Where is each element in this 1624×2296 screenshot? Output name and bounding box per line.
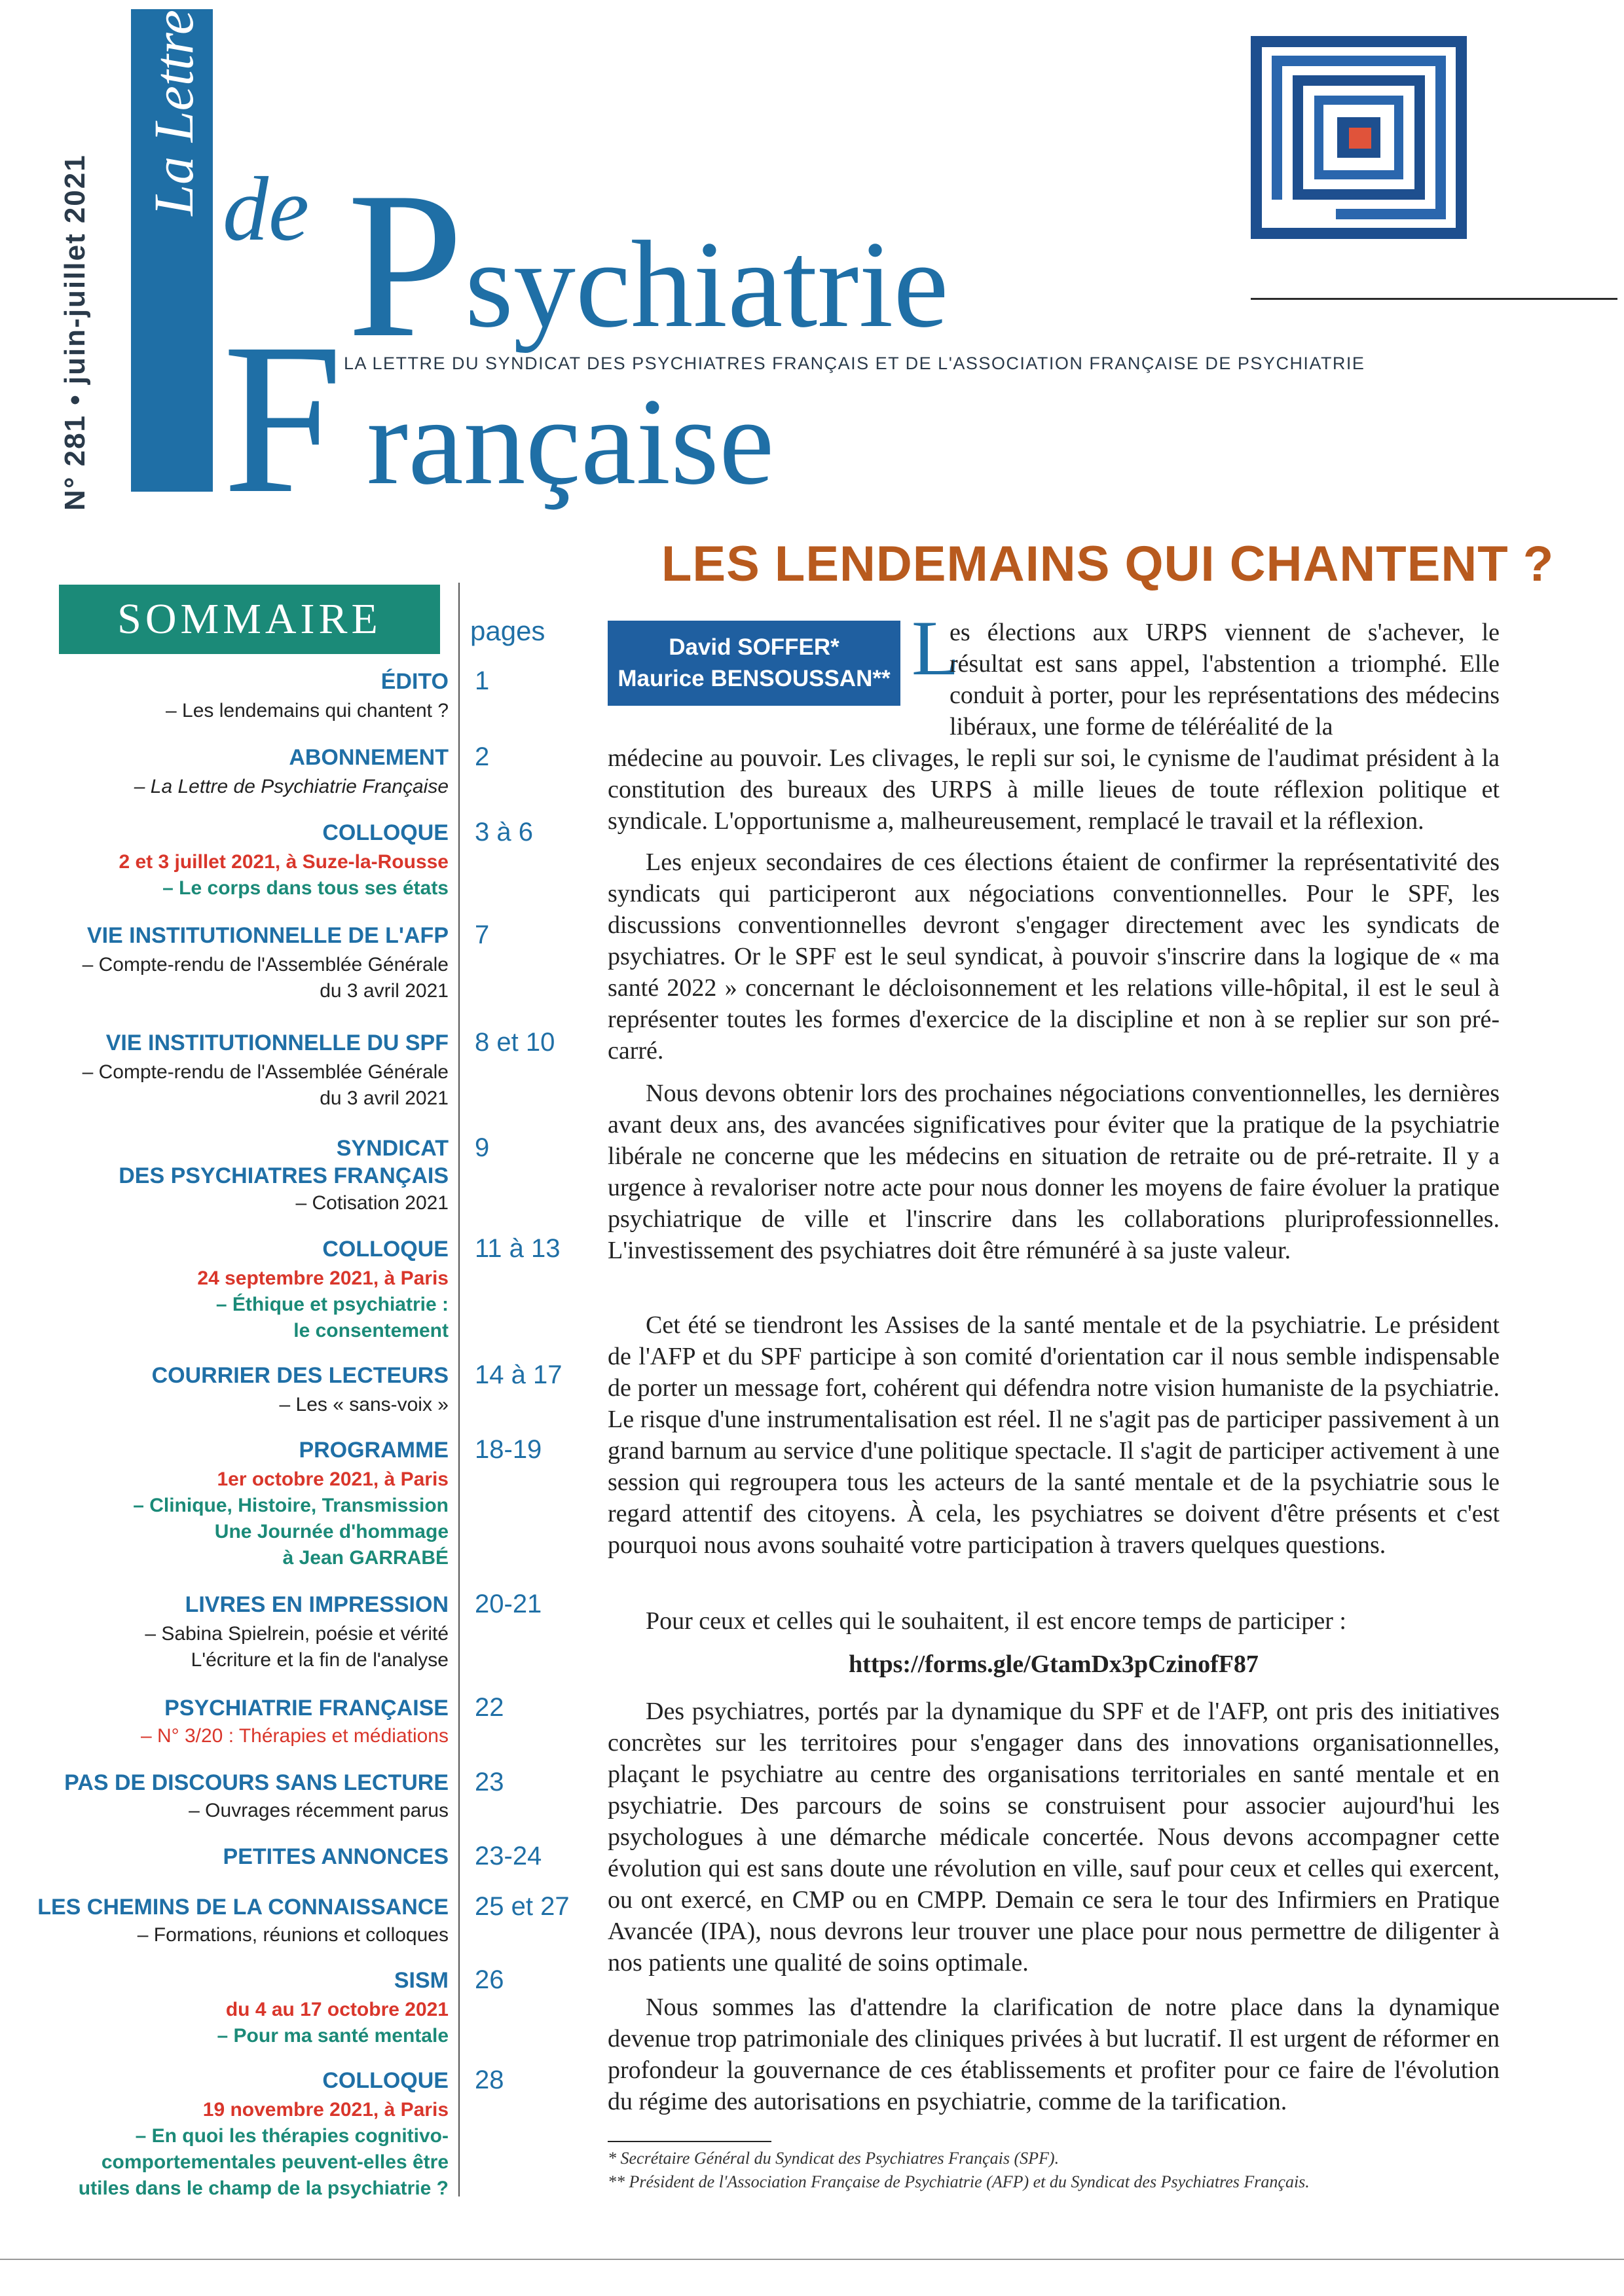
toc-entry-vie-spf[interactable]: VIE INSTITUTIONNELLE DU SPF: [105, 1030, 449, 1055]
toc-sub: – Éthique et psychiatrie :: [215, 1294, 449, 1315]
author-name: David SOFFER*: [669, 634, 840, 660]
toc-entry-courrier[interactable]: COURRIER DES LECTEURS: [151, 1363, 449, 1388]
sommaire-heading: SOMMAIRE: [59, 585, 440, 654]
toc-page: 23-24: [475, 1842, 542, 1870]
toc-page: 3 à 6: [475, 818, 533, 847]
vertical-title: La Lettre: [142, 10, 205, 216]
toc-sub: 2 et 3 juillet 2021, à Suze-la-Rousse: [119, 851, 449, 873]
toc-page: 25 et 27: [475, 1892, 570, 1921]
toc-entry-colloque-tcc[interactable]: COLLOQUE: [322, 2068, 449, 2093]
toc-sub: – Cotisation 2021: [295, 1192, 449, 1214]
toc-sub: 19 novembre 2021, à Paris: [202, 2099, 449, 2121]
article-paragraph: Pour ceux et celles qui le souhaitent, il est encore temps de participer :: [646, 1607, 1346, 1635]
toc-entry-programme[interactable]: PROGRAMME: [299, 1438, 449, 1463]
toc-sub: – Sabina Spielrein, poésie et vérité: [145, 1623, 449, 1645]
survey-link[interactable]: https://forms.gle/GtamDx3pCzinofF87: [849, 1650, 1259, 1678]
article-paragraph: Les enjeux secondaires de ces élections étaient de confirmer la représentativité des syndicats qui participeront aux négociations conventionnelles. Pour le SPF, les discussions conventionnelles devront s'engager directement avec les syndicats de psychiatres. Or le SPF est le seul syndicat, à pouvoir s'inscrire dans la logique de « ma santé 2022 » concernant le décloisonnement et les relations ville-hôpital, il est le seul à représenter toutes les formes d'exercice de la discipline et non à se replier sur son pré-carré.: [608, 848, 1500, 1065]
toc-sub: – Les lendemains qui chantent ?: [166, 700, 449, 721]
toc-sub: – N° 3/20 : Thérapies et médiations: [140, 1725, 449, 1747]
toc-sub: – Le corps dans tous ses états: [162, 877, 449, 899]
toc-entry-sism[interactable]: SISM: [394, 1968, 449, 1993]
toc-page: 28: [475, 2066, 504, 2094]
footnote-rule: [608, 2141, 771, 2142]
article-paragraph: Des psychiatres, portés par la dynamique du SPF et de l'AFP, ont pris des initiatives concrètes sur les territoires pour s'engager dans des innovations organisationnelles, plaçant le psychiatre au centre des organisations territoriales en santé mentale et en psychiatrie. Des parcours de soins se construisent pour associer aujourd'hui les psychologues à une démarche médicale concertée. Nous devons accompagner cette évolution qui est sans doute une révolution en ville, sauf pour ceux et celles qui exercent, ou ont exercé, en CMP ou en CMPP. Demain ce sera le tour des Infirmiers en Pratique Avancée (IPA), nous devrons leur trouver une place pour nous permettre de diligenter à nos patients une qualité de soins optimale.: [608, 1698, 1500, 1977]
toc-entry-syndicat-line2[interactable]: DES PSYCHIATRES FRANÇAIS: [119, 1163, 449, 1188]
article-paragraph: médecine au pouvoir. Les clivages, le repli sur soi, le cynisme de l'audimat président à la constitution des bureaux des URPS à mille lieues de toute réflexion politique et syndicale. L'opportunisme a, malheureusement, remplacé le travail et la réflexion.: [608, 744, 1500, 835]
toc-page: 8 et 10: [475, 1028, 555, 1057]
toc-page: 1: [475, 666, 490, 695]
tagline: LA LETTRE DU SYNDICAT DES PSYCHIATRES FRANÇAIS ET DE L'ASSOCIATION FRANÇAISE DE PSYCHIATRIE: [344, 354, 1365, 373]
title-francaise: rançaise: [367, 373, 775, 511]
toc-entry-psychiatrie-francaise[interactable]: PSYCHIATRIE FRANÇAISE: [164, 1696, 449, 1721]
title-de: de: [223, 158, 310, 260]
spiral-logo-icon: [1251, 36, 1467, 239]
toc-entry-pas-de-discours[interactable]: PAS DE DISCOURS SANS LECTURE: [64, 1770, 449, 1795]
toc-page: 2: [475, 742, 490, 771]
toc-divider: [458, 583, 460, 2196]
footnote: * Secrétaire Général du Syndicat des Psychiatres Français (SPF).: [608, 2149, 1060, 2168]
toc-sub: du 3 avril 2021: [320, 1087, 449, 1109]
toc-sub: 1er octobre 2021, à Paris: [217, 1468, 449, 1490]
footnote: ** Président de l'Association Française de Psychiatrie (AFP) et du Syndicat des Psychiatres Français.: [608, 2172, 1310, 2191]
toc-page: 22: [475, 1693, 504, 1722]
toc-sub: L'écriture et la fin de l'analyse: [191, 1649, 449, 1671]
toc-sub: Une Journée d'hommage: [214, 1521, 449, 1542]
toc-sub: – Compte-rendu de l'Assemblée Générale: [82, 1061, 449, 1083]
toc-entry-syndicat[interactable]: SYNDICAT: [336, 1136, 449, 1161]
toc-page: 11 à 13: [475, 1234, 561, 1263]
toc-sub: comportementales peuvent-elles être: [101, 2151, 449, 2173]
toc-sub: du 3 avril 2021: [320, 980, 449, 1002]
toc-sub: – Pour ma santé mentale: [217, 2025, 449, 2047]
toc-sub: – Clinique, Histoire, Transmission: [133, 1495, 449, 1516]
toc-entry-colloque[interactable]: COLLOQUE: [322, 820, 449, 845]
pages-label: pages: [470, 615, 545, 646]
toc-sub: – Formations, réunions et colloques: [137, 1924, 449, 1946]
title-initial-f: F: [223, 299, 343, 538]
toc-page: 23: [475, 1768, 504, 1796]
masthead-rule: [1251, 298, 1617, 300]
toc-sub: – Ouvrages récemment parus: [189, 1800, 449, 1821]
article-paragraph: Cet été se tiendront les Assises de la santé mentale et de la psychiatrie. Le président de l'AFP et du SPF participe à son comité d'orientation car il nous semble indispensable de porter un message fort, cohérent qui défendra notre vision humaniste de la psychiatrie. Le risque d'une instrumentalisation est réel. Il ne s'agit pas de participer passivement à un grand barnum au service d'une politique spectacle. Il s'agit de participer activement à une session qui regroupera tous les acteurs de la santé mentale et de la psychiatrie sous le regard attentif des citoyens. À cela, les psychiatres se doivent d'être présents et c'est pourquoi nous avons souhaité votre participation à travers quelques questions.: [608, 1311, 1500, 1559]
toc-page: 20-21: [475, 1590, 542, 1618]
toc-sub: 24 septembre 2021, à Paris: [197, 1267, 449, 1289]
toc-page: 7: [475, 920, 490, 949]
toc-sub: le consentement: [293, 1320, 449, 1341]
toc-sub: utiles dans le champ de la psychiatrie ?: [78, 2178, 449, 2199]
author-name: Maurice BENSOUSSAN**: [618, 666, 891, 691]
toc-sub: – Compte-rendu de l'Assemblée Générale: [82, 954, 449, 975]
title-psychiatrie: sychiatrie: [465, 216, 949, 354]
toc-page: 26: [475, 1965, 504, 1994]
toc-entry-colloque-ethique[interactable]: COLLOQUE: [322, 1237, 449, 1262]
article-paragraph: es élections aux URPS viennent de s'achever, le résultat est sans appel, l'abstention a triomphé. Elle conduit à porter, pour les représentations des médecins libéraux, une forme de téléréalité de la: [950, 619, 1500, 740]
toc-page: 18-19: [475, 1435, 542, 1464]
toc-sub: – La Lettre de Psychiatrie Française: [134, 776, 449, 797]
toc-entry-edito[interactable]: ÉDITO: [380, 669, 449, 694]
toc-entry-petites-annonces[interactable]: PETITES ANNONCES: [223, 1844, 449, 1869]
toc-sub: à Jean GARRABÉ: [282, 1547, 449, 1569]
toc-page: 9: [475, 1133, 490, 1162]
toc-sub: – Les « sans-voix »: [279, 1394, 449, 1415]
drop-cap: L: [912, 604, 960, 691]
article-paragraph: Nous sommes las d'attendre la clarification de notre place dans la dynamique devenue trop patrimoniale des cliniques privées à but lucratif. Il est urgent de réformer en profondeur la gouvernance de ces établissements et profiter pour ce faire de l'évolution du régime des autorisations en psychiatrie, comme de la tarification.: [608, 1994, 1500, 2115]
issue-number: N° 281 • juin-juillet 2021: [59, 154, 91, 511]
article-paragraph: Nous devons obtenir lors des prochaines négociations conventionnelles, les dernières avant deux ans, des avancées significatives pour éviter que la pratique de la psychiatrie libérale ne concerne que les médecins en situation de retraite ou de pré-retraite. Il y a urgence à revaloriser notre acte pour nous donner les moyens de faire évoluer la pratique psychiatrique de ville et l'inscrire dans les collaborations pluriprofessionnelles. L'investissement des psychiatres doit être rémunéré à sa juste valeur.: [608, 1080, 1500, 1264]
toc-page: 14 à 17: [475, 1360, 563, 1389]
bottom-rule: [0, 2259, 1624, 2260]
toc-entry-livres[interactable]: LIVRES EN IMPRESSION: [185, 1592, 449, 1617]
toc-entry-chemins[interactable]: LES CHEMINS DE LA CONNAISSANCE: [37, 1895, 449, 1920]
toc-entry-abonnement[interactable]: ABONNEMENT: [289, 745, 449, 770]
title-initial-p: P: [347, 149, 464, 381]
author-box: [608, 621, 900, 706]
toc-sub: du 4 au 17 octobre 2021: [225, 1999, 449, 2020]
toc-sub: – En quoi les thérapies cognitivo-: [135, 2125, 449, 2147]
toc-entry-vie-afp[interactable]: VIE INSTITUTIONNELLE DE L'AFP: [86, 923, 449, 948]
article-title: LES LENDEMAINS QUI CHANTENT ?: [661, 536, 1555, 592]
